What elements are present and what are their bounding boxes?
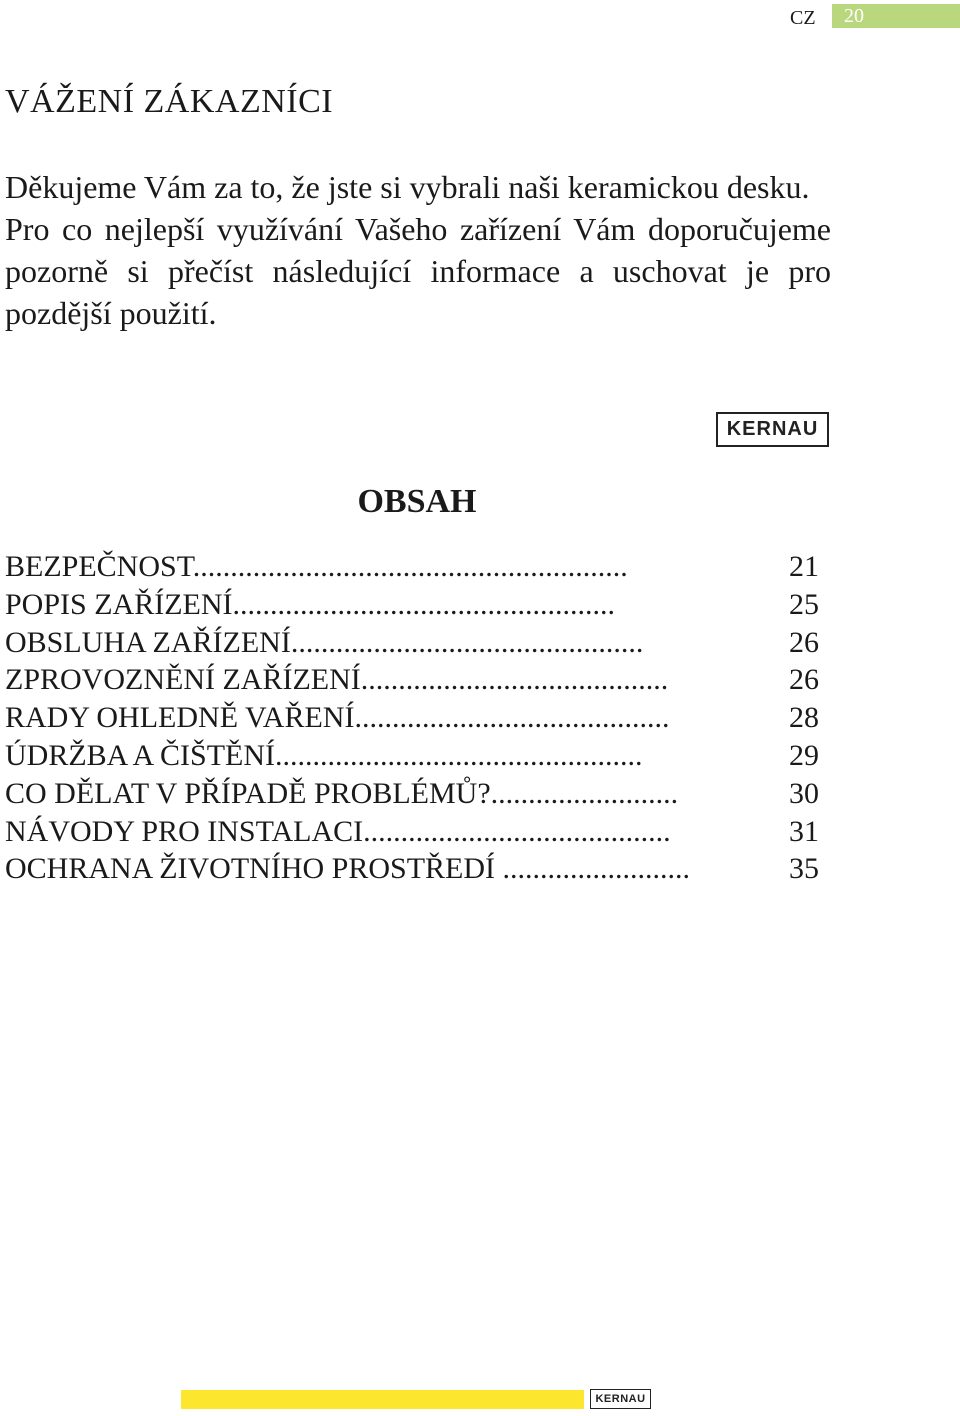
toc-item-page: 29 [789,738,819,772]
toc-item-label: ÚDRŽBA A ČIŠTĚNÍ................................................. [5,738,643,772]
toc-item-label: ZPROVOZNĚNÍ ZAŘÍZENÍ......................................... [5,663,669,697]
toc-item-label: OBSLUHA ZAŘÍZENÍ............................................... [5,625,644,659]
toc-item-page: 26 [789,663,819,697]
toc-item-label: CO DĚLAT V PŘÍPADĚ PROBLÉMŮ?......................... [5,776,679,810]
toc-item-label: RADY OHLEDNĚ VAŘENÍ.......................................... [5,701,670,735]
toc-item[interactable] [5,699,835,737]
toc-item[interactable] [5,548,835,586]
toc-item[interactable] [5,586,835,624]
toc-item[interactable] [5,850,835,888]
toc-item-page: 26 [789,625,819,659]
toc-item-label: BEZPEČNOST.......................................................... [5,550,628,583]
toc-item[interactable] [5,813,835,851]
language-code: CZ [790,7,816,29]
toc-item-page: 35 [789,852,819,886]
toc-title: OBSAH [357,483,477,520]
intro-paragraph-thanks: Děkujeme Vám za to, že jste si vybrali naši keramickou desku. [5,169,810,205]
toc-item-page: 31 [789,814,819,848]
toc-item[interactable] [5,661,835,699]
footer-brand-logo: KERNAU [590,1389,651,1409]
footer-accent-bar [181,1390,584,1409]
greeting-heading: VÁŽENÍ ZÁKAZNÍCI [5,83,334,120]
toc-item-page: 30 [789,776,819,810]
toc-item-page: 25 [789,587,819,621]
page-number-tab: 20 [832,4,960,28]
intro-paragraph-advice: Pro co nejlepší využívání Vašeho zařízení Vám doporučujeme pozorně si přečíst následující informace a uschovat je pro pozdější použití. [5,211,831,331]
toc-item-label: POPIS ZAŘÍZENÍ................................................... [5,587,616,621]
toc-item[interactable] [5,775,835,813]
toc-item-page: 28 [789,701,819,735]
toc-item-label: OCHRANA ŽIVOTNÍHO PROSTŘEDÍ ......................... [5,852,691,886]
toc-item-label: NÁVODY PRO INSTALACI......................................... [5,814,671,848]
table-of-contents [5,548,835,888]
toc-item[interactable] [5,737,835,775]
intro-text [5,166,831,334]
toc-item[interactable] [5,624,835,662]
toc-item-page: 21 [789,550,819,583]
brand-logo: KERNAU [716,412,829,447]
